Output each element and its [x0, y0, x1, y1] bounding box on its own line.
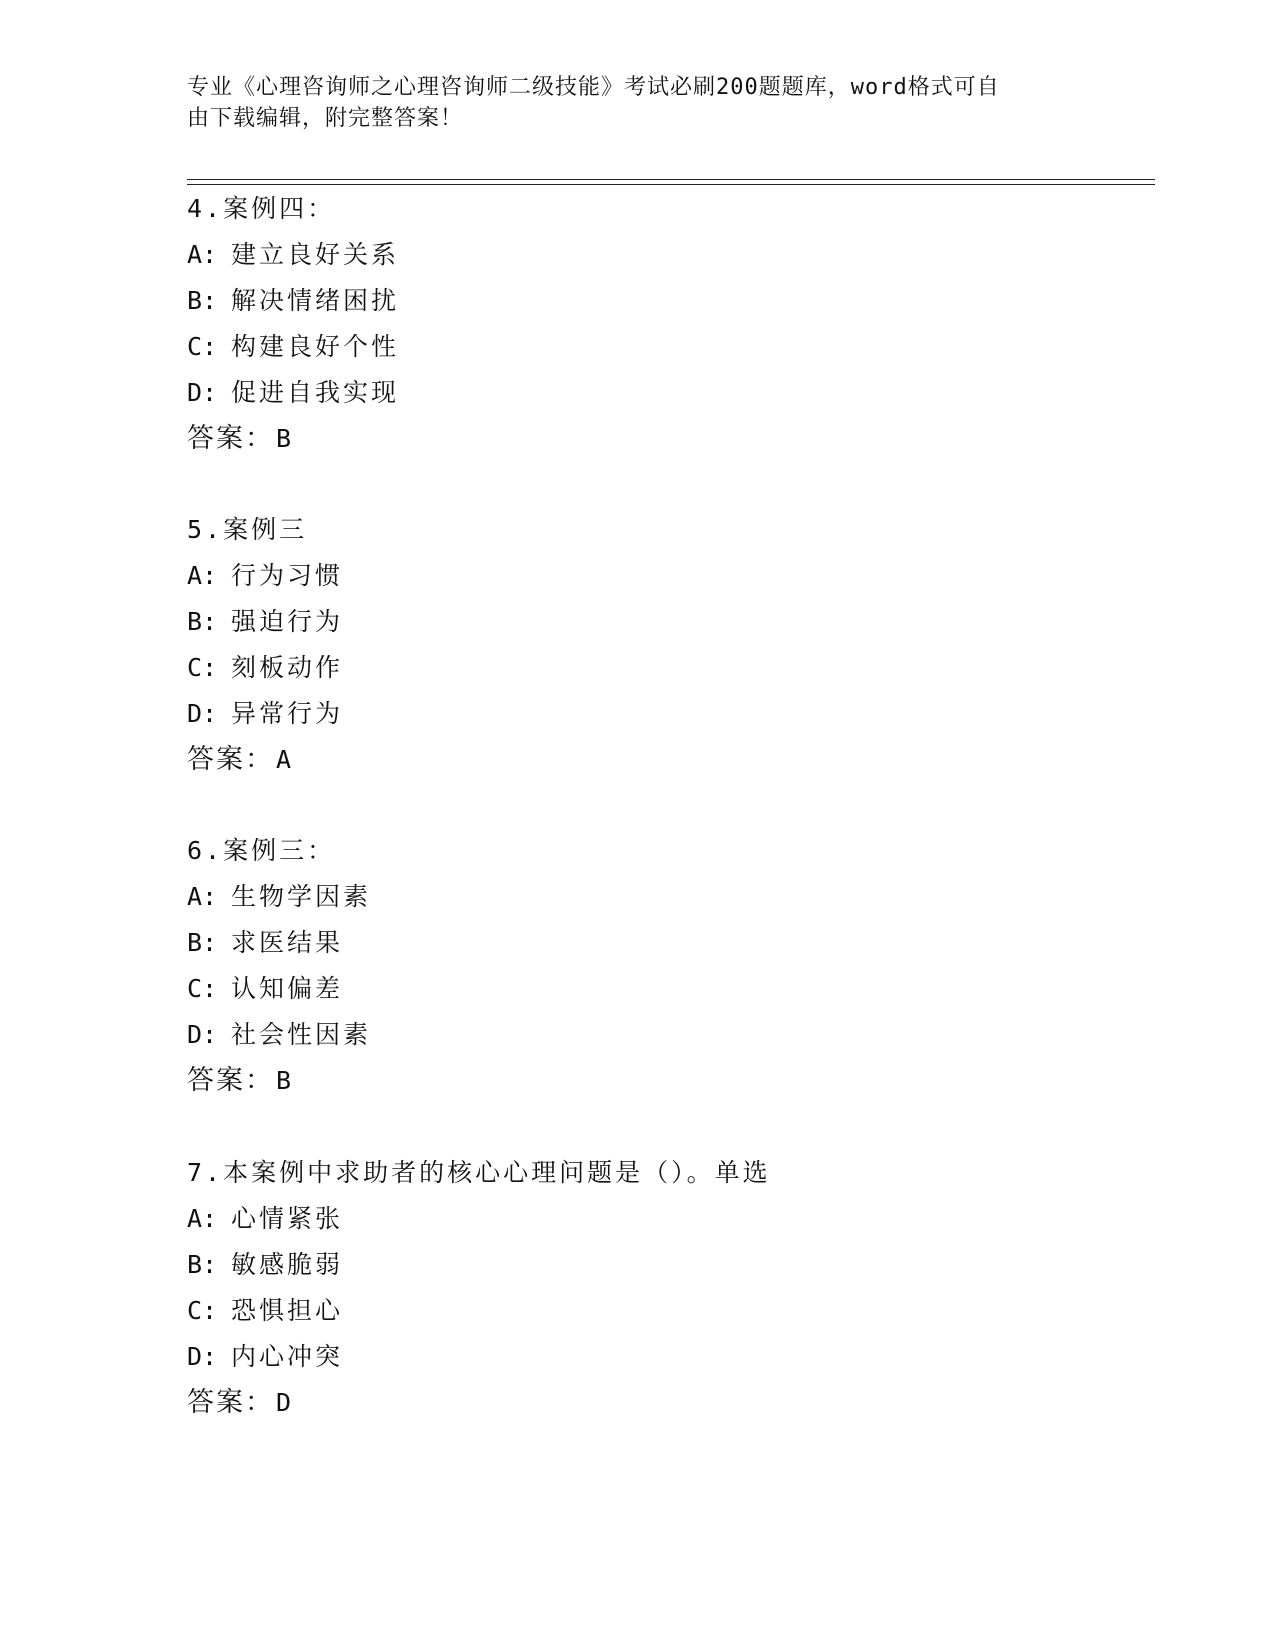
question-stem: 4.案例四： — [187, 194, 336, 223]
question-block — [187, 507, 1087, 783]
option-label: C: — [187, 1296, 218, 1325]
option-text: 心情紧张 — [231, 1204, 344, 1233]
option-a — [187, 1196, 1087, 1242]
option-c — [187, 645, 1087, 691]
option-text: 社会性因素 — [231, 1020, 372, 1049]
answer-line — [187, 1058, 1087, 1104]
option-label: C: — [187, 653, 218, 682]
option-text: 异常行为 — [231, 699, 344, 728]
answer-label: 答案： — [187, 1387, 274, 1418]
header-divider-bottom — [187, 184, 1155, 185]
option-c — [187, 966, 1087, 1012]
header-line-1: 专业《心理咨询师之心理咨询师二级技能》考试必刷200题题库，word格式可自 — [187, 75, 1000, 100]
option-text: 解决情绪困扰 — [231, 286, 400, 315]
option-label: A: — [187, 561, 218, 590]
option-text: 构建良好个性 — [231, 332, 400, 361]
option-label: B: — [187, 286, 218, 315]
option-text: 刻板动作 — [231, 653, 344, 682]
question-block — [187, 1150, 1087, 1426]
header-line-2: 由下载编辑，附完整答案！ — [187, 106, 464, 131]
answer-label: 答案： — [187, 744, 274, 775]
answer-value: B — [276, 424, 293, 453]
option-label: B: — [187, 928, 218, 957]
answer-line — [187, 416, 1087, 462]
option-label: C: — [187, 974, 218, 1003]
option-a — [187, 232, 1087, 278]
option-d — [187, 1012, 1087, 1058]
option-text: 生物学因素 — [231, 882, 372, 911]
option-text: 强迫行为 — [231, 607, 344, 636]
document-header — [187, 72, 1067, 134]
option-a — [187, 553, 1087, 599]
option-label: A: — [187, 1204, 218, 1233]
option-b — [187, 599, 1087, 645]
option-text: 恐惧担心 — [231, 1296, 344, 1325]
answer-line — [187, 737, 1087, 783]
answer-label: 答案： — [187, 423, 274, 454]
option-label: B: — [187, 607, 218, 636]
question-stem: 5.案例三 — [187, 515, 308, 544]
answer-value: A — [276, 745, 293, 774]
option-c — [187, 1288, 1087, 1334]
answer-line — [187, 1380, 1087, 1426]
option-text: 求医结果 — [231, 928, 344, 957]
option-label: D: — [187, 378, 218, 407]
option-label: A: — [187, 882, 218, 911]
answer-value: B — [276, 1066, 293, 1095]
question-stem: 7.本案例中求助者的核心心理问题是（）。单选 — [187, 1158, 771, 1187]
option-label: D: — [187, 1342, 218, 1371]
option-d — [187, 370, 1087, 416]
option-c — [187, 324, 1087, 370]
option-text: 内心冲突 — [231, 1342, 344, 1371]
option-b — [187, 920, 1087, 966]
option-d — [187, 691, 1087, 737]
option-label: B: — [187, 1250, 218, 1279]
answer-label: 答案： — [187, 1065, 274, 1096]
question-block — [187, 186, 1087, 462]
option-label: C: — [187, 332, 218, 361]
option-text: 促进自我实现 — [231, 378, 400, 407]
question-block — [187, 828, 1087, 1104]
option-label: D: — [187, 699, 218, 728]
option-d — [187, 1334, 1087, 1380]
option-b — [187, 278, 1087, 324]
option-label: D: — [187, 1020, 218, 1049]
header-divider-top — [187, 179, 1155, 180]
question-stem: 6.案例三： — [187, 836, 336, 865]
option-text: 行为习惯 — [231, 561, 344, 590]
answer-value: D — [276, 1388, 293, 1417]
option-text: 敏感脆弱 — [231, 1250, 344, 1279]
option-text: 建立良好关系 — [231, 240, 400, 269]
option-a — [187, 874, 1087, 920]
option-b — [187, 1242, 1087, 1288]
option-text: 认知偏差 — [231, 974, 344, 1003]
option-label: A: — [187, 240, 218, 269]
